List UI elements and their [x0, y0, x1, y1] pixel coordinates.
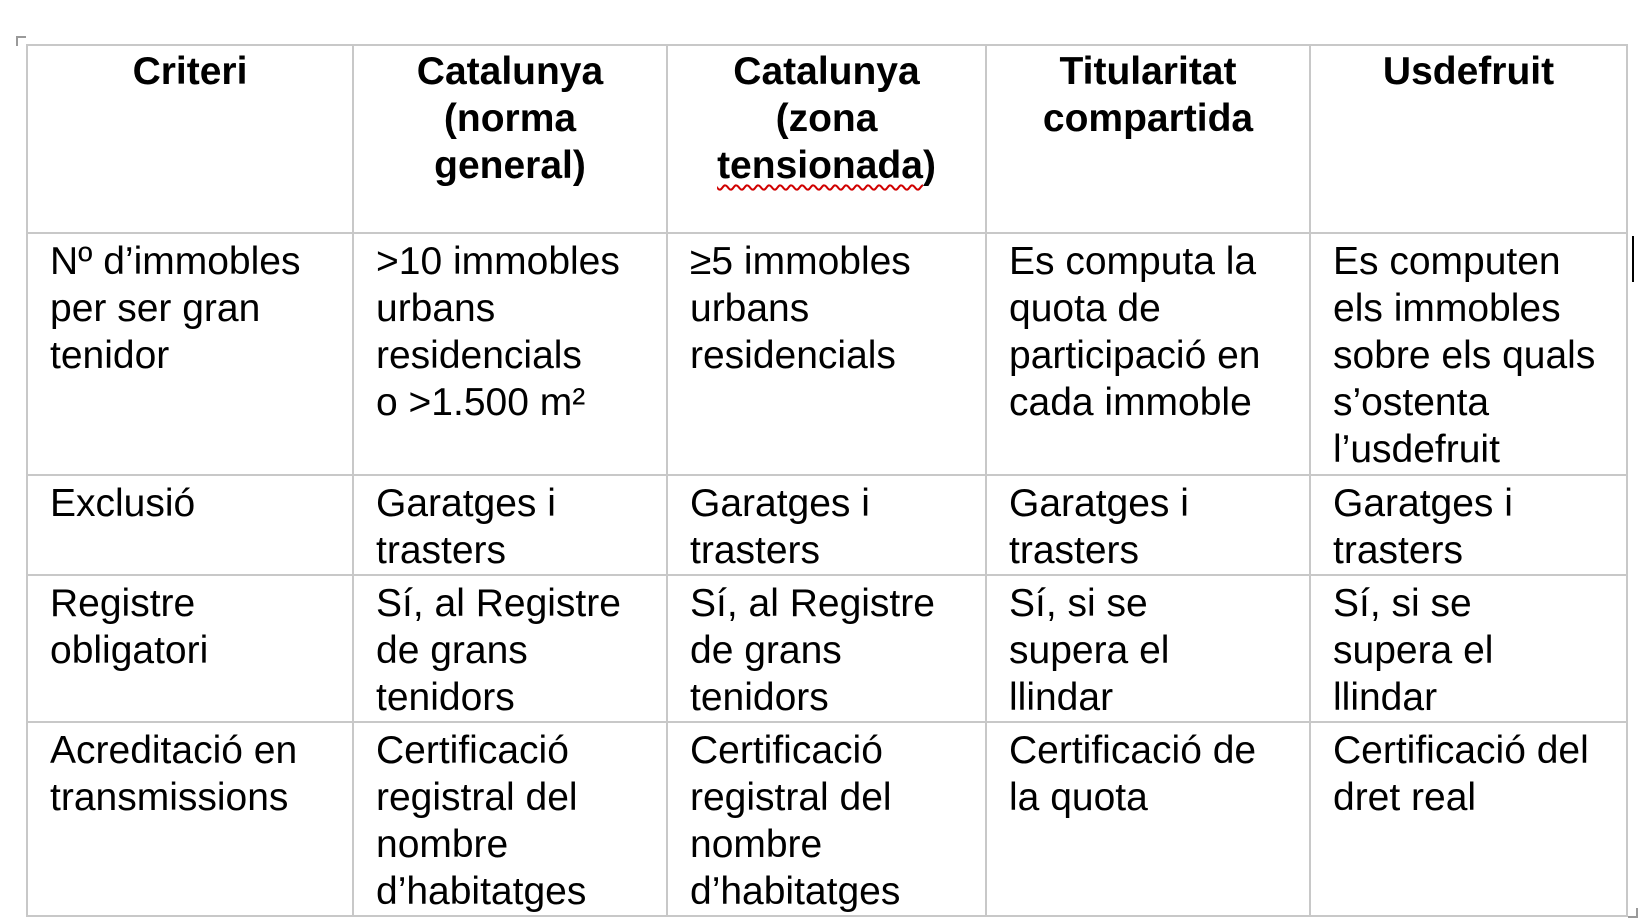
table-cell[interactable]: Sí, si se supera el llindar: [1310, 575, 1627, 722]
header-cell-usdefruit[interactable]: Usdefruit: [1310, 45, 1627, 233]
table-cell[interactable]: Nº d’immobles per ser gran tenidor: [27, 233, 353, 475]
table-cell[interactable]: Garatges i trasters: [353, 475, 667, 575]
comparison-table: [26, 44, 1628, 917]
table-cell[interactable]: Certificació del dret real: [1310, 722, 1627, 916]
table-cell[interactable]: >10 immobles urbans residencials o >1.500 m²: [353, 233, 667, 475]
table-cell[interactable]: Registre obligatori: [27, 575, 353, 722]
table-cell[interactable]: Sí, si se supera el llindar: [986, 575, 1310, 722]
table-cell[interactable]: Garatges i trasters: [986, 475, 1310, 575]
table-cell[interactable]: Certificació registral del nombre d’habitatges: [667, 722, 986, 916]
spellcheck-flagged-word[interactable]: tensionada: [717, 144, 923, 187]
header-text-zona-tensionada: Catalunya (zona tensionada): [717, 50, 936, 187]
table-cell[interactable]: Certificació de la quota: [986, 722, 1310, 916]
text-cursor: [1632, 236, 1634, 282]
header-cell-titularitat-compartida[interactable]: Titularitat compartida: [986, 45, 1310, 233]
header-cell-catalunya-norma-general[interactable]: Catalunya (norma general): [353, 45, 667, 233]
table-cell[interactable]: Acreditació en transmissions: [27, 722, 353, 916]
table-header-row: [27, 45, 1627, 233]
table-row: [27, 722, 1627, 916]
table-cell[interactable]: Garatges i trasters: [1310, 475, 1627, 575]
table-cell[interactable]: Certificació registral del nombre d’habitatges: [353, 722, 667, 916]
table-cell[interactable]: Sí, al Registre de grans tenidors: [353, 575, 667, 722]
table-row: [27, 233, 1627, 475]
header-cell-criteri[interactable]: Criteri: [27, 45, 353, 233]
page-corner-mark-bottom-right: [1628, 908, 1638, 918]
page-corner-mark-top-left: [16, 36, 26, 46]
table-cell[interactable]: Exclusió: [27, 475, 353, 575]
header-cell-catalunya-zona-tensionada[interactable]: [667, 45, 986, 233]
table-cell[interactable]: Es computa la quota de participació en cada immoble: [986, 233, 1310, 475]
table-cell[interactable]: Sí, al Registre de grans tenidors: [667, 575, 986, 722]
table-cell[interactable]: Es computen els immobles sobre els quals s’ostenta l’usdefruit: [1310, 233, 1627, 475]
table-row: [27, 575, 1627, 722]
table-cell[interactable]: Garatges i trasters: [667, 475, 986, 575]
table-cell[interactable]: ≥5 immobles urbans residencials: [667, 233, 986, 475]
table-row: [27, 475, 1627, 575]
